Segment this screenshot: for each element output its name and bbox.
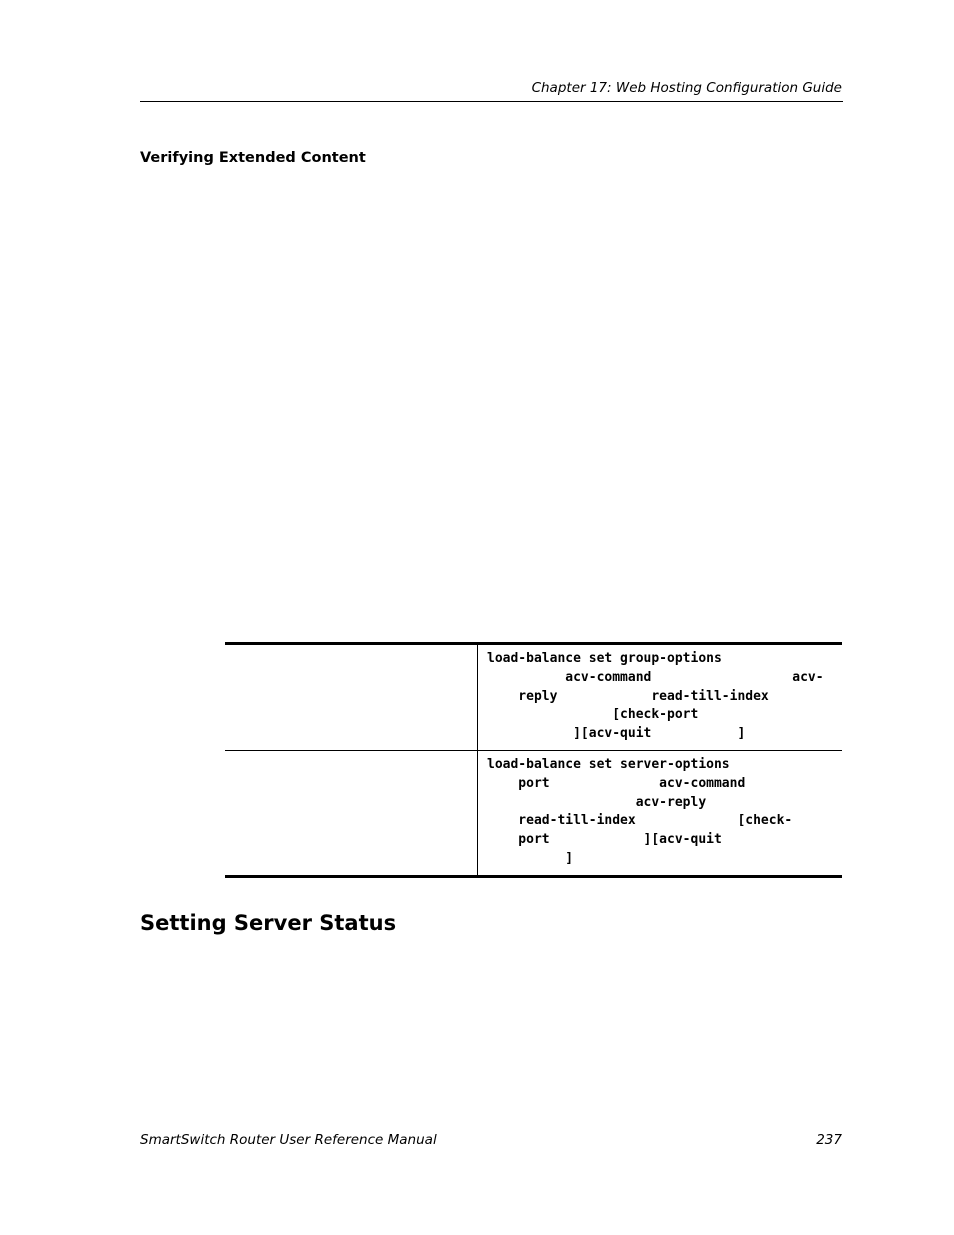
subsection-heading: Verifying Extended Content xyxy=(140,150,366,166)
command-description-cell xyxy=(225,645,478,750)
header-rule xyxy=(140,101,843,102)
command-table xyxy=(225,642,842,878)
page-number: 237 xyxy=(816,1132,842,1148)
running-header: Chapter 17: Web Hosting Configuration Guide xyxy=(531,80,842,96)
command-syntax-cell: load-balance set server-options port acv-command acv-reply read-till-index [check- port ][acv-quit ] xyxy=(487,756,793,866)
command-description-cell xyxy=(225,751,478,875)
section-heading: Setting Server Status xyxy=(140,911,397,935)
command-syntax-cell: load-balance set group-options acv-command acv- reply read-till-index [check-port ][acv-quit ] xyxy=(487,651,824,742)
table-row xyxy=(225,645,842,750)
table-row xyxy=(225,750,842,875)
footer-manual-title: SmartSwitch Router User Reference Manual xyxy=(140,1132,437,1148)
